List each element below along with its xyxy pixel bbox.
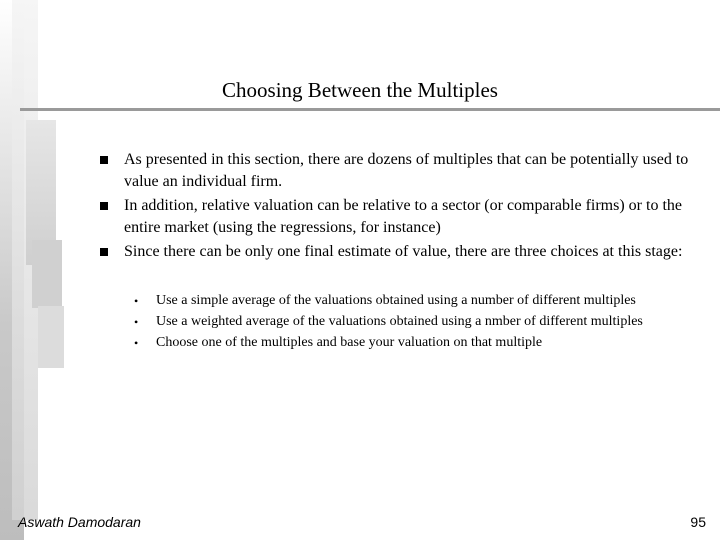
slide-title: Choosing Between the Multiples: [222, 78, 498, 102]
bullet-text: As presented in this section, there are dozens of multiples that can be potentially used to value an individual firm.: [124, 151, 689, 190]
bullet-item: [100, 149, 700, 193]
page-number: 95: [690, 514, 706, 530]
decorative-bar-5: [38, 306, 64, 368]
bullet-item: [100, 195, 700, 239]
bullet-item: [100, 241, 700, 263]
sub-bullet-item: [134, 312, 674, 332]
decorative-bar-4: [32, 240, 62, 308]
sub-bullet-item: [134, 291, 674, 311]
dot-bullet-icon: •: [134, 294, 139, 308]
dot-bullet-icon: •: [134, 315, 139, 329]
footer-author: Aswath Damodaran: [18, 514, 141, 530]
sub-bullet-text: Choose one of the multiples and base your valuation on that multiple: [156, 335, 543, 350]
bullet-text: In addition, relative valuation can be relative to a sector (or comparable firms) or to the entire market (using the regressions, for instance): [124, 197, 682, 236]
square-bullet-icon: [100, 248, 108, 256]
square-bullet-icon: [100, 156, 108, 164]
square-bullet-icon: [100, 202, 108, 210]
sub-bullet-text: Use a weighted average of the valuations obtained using a nmber of different multiples: [156, 314, 643, 329]
bullet-list: [100, 149, 700, 265]
title-divider: [20, 108, 720, 111]
sub-bullet-item: [134, 333, 674, 353]
bullet-text: Since there can be only one final estimate of value, there are three choices at this stage:: [124, 243, 683, 260]
sub-bullet-text: Use a simple average of the valuations obtained using a number of different multiples: [156, 293, 636, 308]
sub-bullet-list: [134, 291, 674, 354]
dot-bullet-icon: •: [134, 336, 139, 350]
